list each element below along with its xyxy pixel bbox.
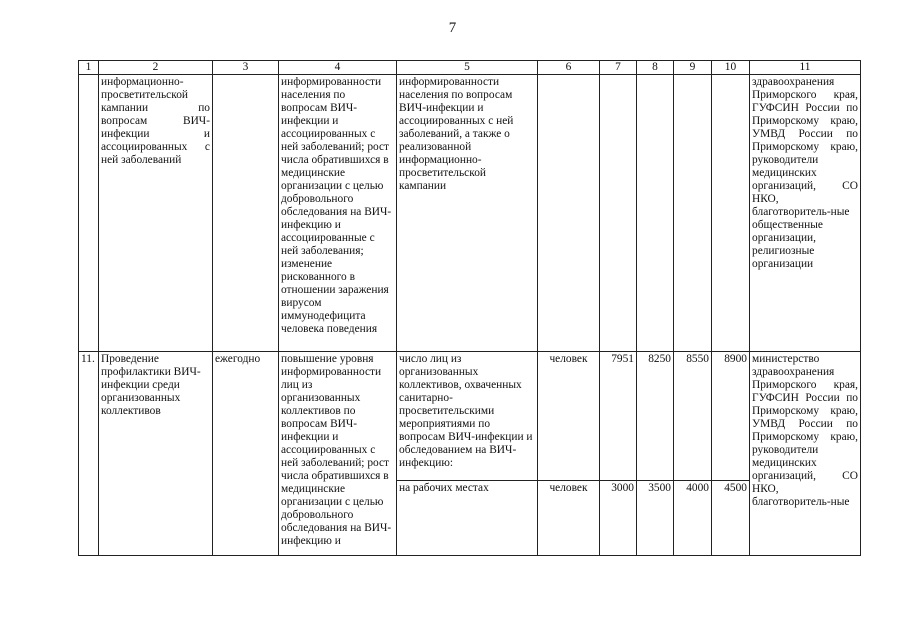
value-cell: 3000 [600,481,637,556]
value-cell: 4000 [674,481,712,556]
value-cell: 7951 [600,352,637,481]
executors-cell: министерство здравоохранения Приморского края, ГУФСИН России по Приморскому краю, УМВД России по Приморскому краю, руководители медицинских организаций, СО НКО, благотворитель-ные [750,352,861,556]
header-cell: 5 [397,61,538,75]
header-cell: 1 [79,61,99,75]
deadline-cell [213,75,279,352]
page-number: 7 [448,20,457,36]
value-cell [637,75,674,352]
row-number-cell [79,75,99,352]
value-cell: 8550 [674,352,712,481]
deadline-cell: ежегодно [213,352,279,556]
value-cell [674,75,712,352]
header-cell: 6 [538,61,600,75]
indicator-cell: число лиц из организованных коллективов, охваченных санитарно-просветительскими мероприятиями по вопросам ВИЧ-инфекции и обследованием на ВИЧ-инфекцию: [397,352,538,481]
value-cell [712,75,750,352]
row-number-cell: 11. [79,352,99,556]
unit-cell: человек [538,481,600,556]
measures-table [78,60,861,556]
header-cell: 11 [750,61,861,75]
expected-result-cell: информированности населения по вопросам ВИЧ-инфекции и ассоциированных с ней заболеваний; рост числа обратившихся в медицинские организации с целью добровольного обследования на ВИЧ-инфекцию и ассоциированные с ней заболевания; изменение рискованного в отношении заражения вирусом иммунодефицита человека поведения [279,75,397,352]
measure-name-cell: информационно-просветительской кампании по вопросам ВИЧ-инфекции и ассоциированных с ней заболеваний [99,75,213,352]
header-row [79,61,861,75]
value-cell: 3500 [637,481,674,556]
indicator-cell: на рабочих местах [397,481,538,556]
value-cell: 8250 [637,352,674,481]
table-row-11 [79,352,861,481]
indicator-cell: информированности населения по вопросам ВИЧ-инфекции и ассоциированных с ней заболеваний, а также о реализованной информационно-просветительской кампании [397,75,538,352]
header-cell: 10 [712,61,750,75]
header-cell: 7 [600,61,637,75]
value-cell [600,75,637,352]
expected-result-cell: повышение уровня информированности лиц из организованных коллективов по вопросам ВИЧ-инфекции и ассоциированных с ней заболеваний; рост числа обратившихся в медицинские организации с целью добровольного обследования на ВИЧ-инфекцию и [279,352,397,556]
header-cell: 2 [99,61,213,75]
measure-name-cell: Проведение профилактики ВИЧ-инфекции среди организованных коллективов [99,352,213,556]
header-cell: 9 [674,61,712,75]
header-cell: 4 [279,61,397,75]
unit-cell: человек [538,352,600,481]
value-cell: 8900 [712,352,750,481]
header-cell: 8 [637,61,674,75]
value-cell: 4500 [712,481,750,556]
executors-cell: здравоохранения Приморского края, ГУФСИН России по Приморскому краю, УМВД России по Приморскому краю, руководители медицинских организаций, СО НКО, благотворитель-ные общественные организации, религиозные организации [750,75,861,352]
unit-cell [538,75,600,352]
table-row-continued [79,75,861,352]
header-cell: 3 [213,61,279,75]
